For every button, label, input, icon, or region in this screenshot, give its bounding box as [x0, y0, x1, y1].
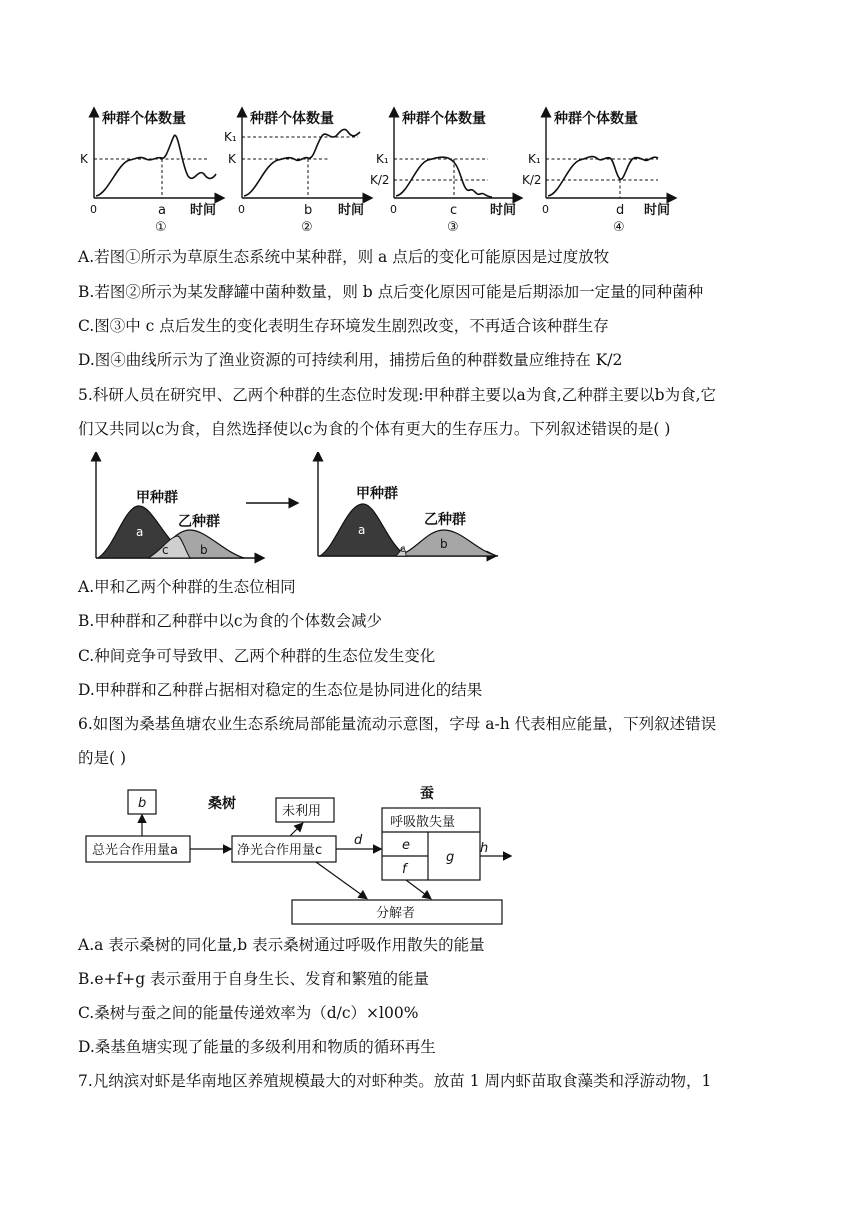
graph-xlabel: 时间 [644, 203, 671, 218]
graph-origin: 0 [390, 203, 397, 216]
weiliyong-label: 未利用 [282, 804, 322, 819]
graph-origin: 0 [542, 203, 549, 216]
b-box-label: b [138, 796, 147, 811]
population-graphs [78, 104, 688, 236]
g-label: g [446, 850, 455, 865]
q6-option-c: C.桑树与蚕之间的能量传递效率为（d/c）×l00% [78, 1004, 419, 1022]
graph-panel-4 [522, 110, 672, 235]
energy-flow-diagram [84, 780, 514, 925]
graph-point-label: d [616, 203, 625, 218]
q7-stem-line1: 7.凡纳滨对虾是华南地区养殖规模最大的对虾种类。放苗 1 周内虾苗取食藻类和浮游动物，1 [78, 1072, 712, 1090]
graph-ylabel: 种群个体数量 [402, 111, 486, 127]
graph-origin: 0 [238, 203, 245, 216]
graph-xlabel: 时间 [490, 203, 517, 218]
q5-option-a: A.甲和乙两个种群的生态位相同 [78, 578, 296, 596]
fenjie-label: 分解者 [376, 906, 416, 921]
niche-figure [84, 452, 584, 567]
jing-box-label: 净光合作用量c [237, 843, 323, 858]
graph-k1-label: K₁ [528, 152, 541, 166]
q4-option-c: C.图③中 c 点后发生的变化表明生存环境发生剧烈改变，不再适合该种群生存 [78, 317, 609, 335]
h-label: h [480, 841, 489, 856]
yi-label: 乙种群 [178, 514, 220, 530]
q5-option-b: B.甲种群和乙种群中以c为食的个体数会减少 [78, 612, 382, 630]
e-label: e [402, 838, 410, 853]
graph-number: ① [155, 220, 167, 235]
niche-graph-before [96, 456, 260, 558]
q5-stem-line1: 5.科研人员在研究甲、乙两个种群的生态位时发现:甲种群主要以a为食,乙种群主要以b为食,它 [78, 386, 717, 404]
q6-option-d: D.桑基鱼塘实现了能量的多级利用和物质的循环再生 [78, 1038, 436, 1056]
graph-xlabel: 时间 [190, 203, 217, 218]
zong-box-label: 总光合作用量a [92, 843, 178, 858]
a-label: a [136, 525, 144, 539]
q4-option-a: A.若图①所示为草原生态系统中某种群，则 a 点后的变化可能原因是过度放牧 [78, 248, 610, 266]
can-label: 蚕 [420, 786, 434, 802]
graph-number: ④ [613, 220, 625, 235]
niche-graph-after [318, 456, 498, 556]
q6-option-a: A.a 表示桑树的同化量,b 表示桑树通过呼吸作用散失的能量 [78, 936, 485, 954]
graph-panel-3 [370, 110, 518, 235]
c-label: c [162, 543, 169, 557]
graph-number: ③ [447, 220, 459, 235]
q5-stem-line2: 们又共同以c为食，自然选择使以c为食的个体有更大的生存压力。下列叙述错误的是( ) [78, 420, 671, 438]
graph-origin: 0 [90, 203, 97, 216]
graph-khalf-label: K/2 [522, 173, 542, 187]
graph-number: ② [301, 220, 313, 235]
f-label: f [402, 862, 407, 877]
graph-k-label: K [228, 152, 236, 166]
graph-xlabel: 时间 [338, 203, 365, 218]
sangshu-label: 桑树 [208, 796, 236, 812]
q4-option-d: D.图④曲线所示为了渔业资源的可持续利用，捕捞后鱼的种群数量应维持在 K/2 [78, 351, 623, 369]
q5-option-d: D.甲种群和乙种群占据相对稳定的生态位是协同进化的结果 [78, 681, 483, 699]
jia-label: 甲种群 [136, 490, 178, 506]
yi-label: 乙种群 [424, 512, 466, 528]
graph-ylabel: 种群个体数量 [250, 111, 334, 127]
d-label: d [354, 833, 363, 848]
graph-k-label: K [80, 152, 88, 166]
a-label: a [358, 523, 366, 537]
graph-point-label: c [450, 203, 458, 218]
q6-stem-line1: 6.如图为桑基鱼塘农业生态系统局部能量流动示意图，字母 a-h 代表相应能量，下列叙述错误 [78, 715, 717, 733]
graph-ylabel: 种群个体数量 [554, 111, 638, 127]
graph-panel-2 [224, 110, 368, 235]
c-label: c [400, 544, 406, 555]
b-label: b [440, 537, 448, 551]
graph-ylabel: 种群个体数量 [102, 111, 186, 127]
b-label: b [200, 543, 208, 557]
graph-panel-1 [80, 110, 220, 235]
q4-option-b: B.若图②所示为某发酵罐中菌种数量，则 b 点后变化原因可能是后期添加一定量的同种菌种 [78, 283, 704, 301]
graph-k1-label: K₁ [224, 130, 237, 144]
q6-stem-line2: 的是( ) [78, 749, 127, 767]
q6-option-b: B.e+f+g 表示蚕用于自身生长、发育和繁殖的能量 [78, 970, 430, 988]
graph-point-label: a [158, 203, 166, 218]
graph-point-label: b [304, 203, 313, 218]
huxi-label: 呼吸散失量 [390, 815, 456, 830]
graph-khalf-label: K/2 [370, 173, 390, 187]
jia-label: 甲种群 [356, 486, 398, 502]
q5-option-c: C.种间竞争可导致甲、乙两个种群的生态位发生变化 [78, 647, 436, 665]
graph-k1-label: K₁ [376, 152, 389, 166]
